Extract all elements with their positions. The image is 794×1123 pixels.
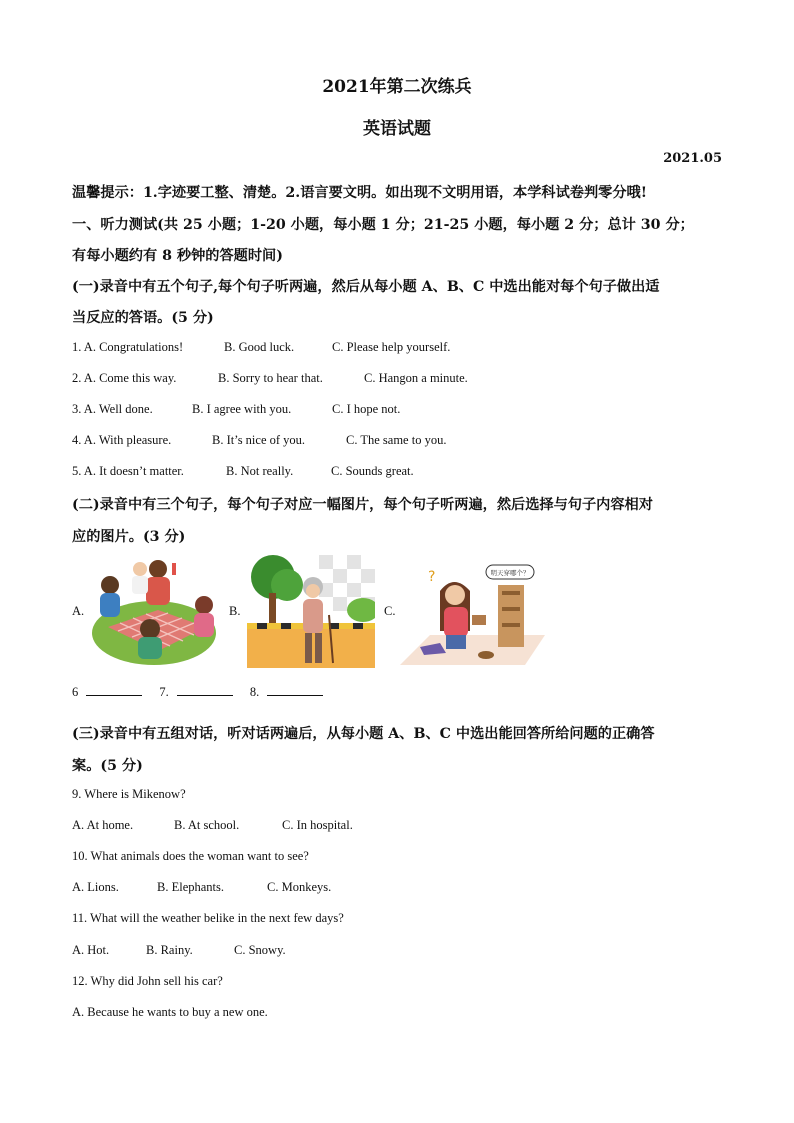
section1-heading-line2: 有每小题约有 8 秒钟的答题时间) [72, 248, 283, 264]
girl-looking-for-shoes-illustration [400, 555, 545, 668]
picture-b-label: B. [229, 604, 241, 618]
option-a: 2. A. Come this way. [72, 371, 177, 385]
option-c: C. Monkeys. [267, 880, 332, 894]
option-c: C. The same to you. [346, 433, 447, 447]
question-1 [72, 340, 450, 355]
question-4 [72, 433, 446, 448]
notice-text: 温馨提示：1.字迹要工整、清楚。2.语言要文明。如出现不文明用语，本学科试卷判零分哦! [72, 185, 647, 201]
part3-heading-line2: 案。(5 分) [72, 758, 143, 774]
option-a: A. Lions. [72, 880, 119, 894]
option-a: A. At home. [72, 818, 134, 832]
option-a: 5. A. It doesn’t matter. [72, 464, 184, 478]
question-10-options [72, 880, 331, 895]
speech-bubble-text: 明天穿哪个？ [490, 569, 530, 577]
question-5 [72, 464, 414, 479]
blank-7-field[interactable] [177, 683, 233, 696]
part1-heading-line1: (一)录音中有五个句子,每个句子听两遍，然后从每小题 A、B、C 中选出能对每个句子做出适 [72, 279, 660, 295]
option-b: B. At school. [174, 818, 240, 832]
option-c: C. Snowy. [234, 943, 286, 957]
question-9: 9. Where is Mikenow? [72, 787, 186, 801]
blank-8-label: 8. [249, 685, 260, 699]
option-a: 3. A. Well done. [72, 402, 153, 416]
option-b: B. I agree with you. [192, 402, 292, 416]
blank-6-field[interactable] [86, 683, 142, 696]
exam-title: 2021年第二次练兵 [322, 77, 472, 97]
part2-heading-line2: 应的图片。(3 分) [72, 529, 186, 545]
exam-subtitle: 英语试题 [363, 119, 431, 139]
blank-6-label: 6 [72, 685, 79, 699]
exam-date: 2021.05 [663, 151, 722, 166]
question-11-options [72, 943, 286, 958]
option-b: B. Elephants. [157, 880, 225, 894]
question-2 [72, 371, 468, 386]
part2-heading-line1: (二)录音中有三个句子，每个句子对应一幅图片，每个句子听两遍，然后选择与句子内容相对 [72, 497, 653, 513]
picture-c-label: C. [384, 604, 396, 618]
option-b: B. Not really. [226, 464, 294, 478]
part3-heading-line1: (三)录音中有五组对话，听对话两遍后，从每小题 A、B、C 中选出能回答所给问题的正确答 [72, 726, 655, 742]
blank-8-field[interactable] [267, 683, 323, 696]
picnic-family-illustration [88, 555, 220, 668]
picture-a-label: A. [72, 604, 85, 618]
question-11: 11. What will the weather belike in the next few days? [72, 911, 344, 925]
question-3 [72, 402, 400, 417]
option-c: C. Sounds great. [331, 464, 414, 478]
option-a: 4. A. With pleasure. [72, 433, 172, 447]
svg-text:?: ? [428, 569, 436, 585]
question-9-options [72, 818, 353, 833]
part1-heading-line2: 当反应的答语。(5 分) [72, 310, 214, 326]
answer-blanks [72, 683, 323, 700]
option-c: C. I hope not. [332, 402, 401, 416]
section1-heading-line1: 一、听力测试(共 25 小题；1-20 小题，每小题 1 分；21-25 小题，每小题 2 分；总计 30 分； [72, 217, 694, 233]
option-c: C. Please help yourself. [332, 340, 451, 354]
question-12-option-a: A. Because he wants to buy a new one. [72, 1005, 268, 1019]
option-a: 1. A. Congratulations! [72, 340, 184, 354]
option-a: A. Hot. [72, 943, 110, 957]
option-c: C. In hospital. [282, 818, 353, 832]
option-b: B. It’s nice of you. [212, 433, 306, 447]
option-b: B. Good luck. [224, 340, 295, 354]
question-12: 12. Why did John sell his car? [72, 974, 223, 988]
blank-7-label: 7. [159, 685, 169, 699]
option-b: B. Sorry to hear that. [218, 371, 323, 385]
question-10: 10. What animals does the woman want to see? [72, 849, 309, 863]
option-b: B. Rainy. [146, 943, 193, 957]
option-c: C. Hangon a minute. [364, 371, 468, 385]
old-woman-walking-illustration [247, 555, 375, 668]
